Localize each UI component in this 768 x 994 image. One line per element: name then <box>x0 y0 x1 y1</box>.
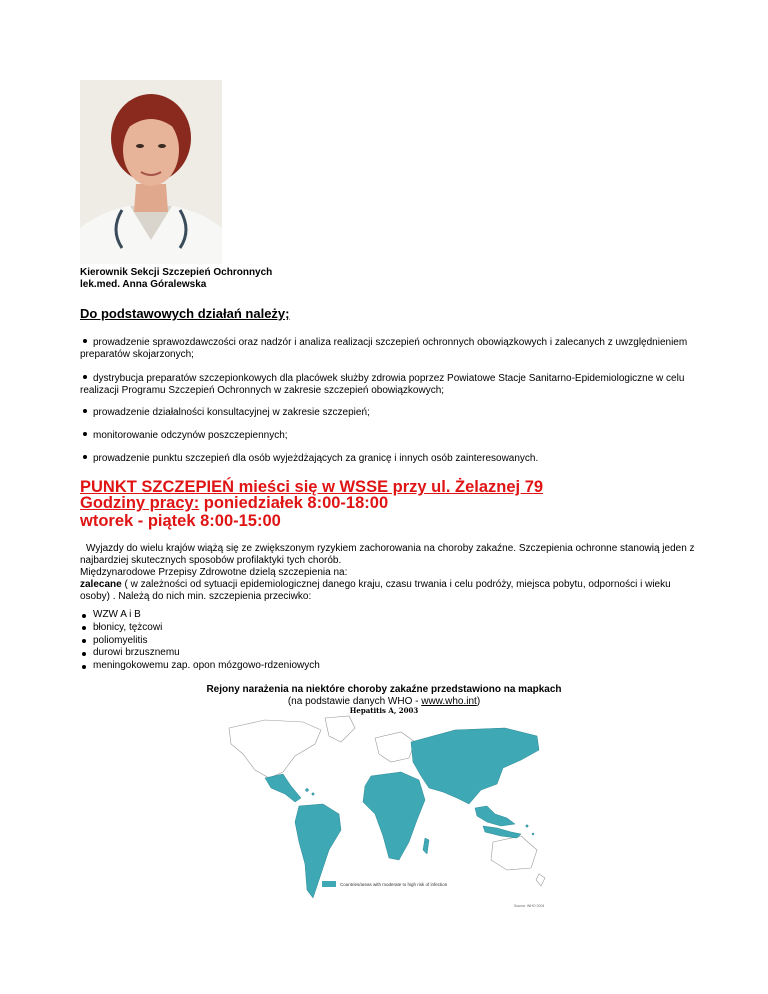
new-zealand-region <box>536 874 545 886</box>
bullet-icon <box>83 409 87 413</box>
intro-recommended: zalecane ( w zależności od sytuacji epidemiologicznej danego kraju, czasu trwania i celu podróży, miejsca pobytu, odporności i wieku osoby) . Należą do nich min. szczepienia przeciwko: <box>80 579 671 602</box>
asia-region <box>411 728 539 804</box>
point-address: PUNKT SZCZEPIEŃ mieści się w WSSE przy ul. Żelaznej 79 <box>80 478 544 496</box>
pacific-island <box>526 825 528 827</box>
caribbean-island <box>306 789 309 792</box>
legend-swatch <box>322 881 336 887</box>
list-item: meningokowemu zap. opon mózgowo-rdzeniowych <box>80 660 320 673</box>
map-source-line: (na podstawie danych WHO - www.who.int) <box>287 696 481 707</box>
africa-region <box>363 772 425 860</box>
who-link[interactable]: www.who.int <box>421 696 477 707</box>
bullet-icon <box>83 339 87 343</box>
intro-rules: Międzynarodowe Przepisy Zdrowotne dzielą szczepienia na: <box>80 567 348 578</box>
recommended-label: zalecane <box>80 579 122 590</box>
pacific-island <box>532 833 534 835</box>
portrait-photo <box>80 80 222 264</box>
map-section-title: Rejony narażenia na niektóre choroby zakaźne przedstawiono na mapkach <box>206 684 562 695</box>
caribbean-island <box>312 793 314 795</box>
southeast-asia-region <box>475 806 515 826</box>
list-item: WZW A i B <box>80 609 320 622</box>
duties-heading: Do podstawowych działań należy; <box>80 306 290 321</box>
vaccine-list <box>80 609 320 673</box>
bullet-icon <box>83 455 87 459</box>
australia-region <box>491 836 537 870</box>
point-hours <box>80 494 388 513</box>
duty-item: prowadzenie punktu szczepień dla osób wyjeżdżających za granicę i innych osób zainteresowanych. <box>80 453 700 465</box>
list-item: durowi brzusznemu <box>80 647 320 660</box>
bullet-icon <box>83 432 87 436</box>
caption-name: lek.med. Anna Góralewska <box>80 279 207 290</box>
map-legend <box>322 881 447 887</box>
point-hours-weekdays: wtorek - piątek 8:00-15:00 <box>80 512 281 530</box>
caption-title: Kierownik Sekcji Szczepień Ochronnych <box>80 267 273 278</box>
duty-item: prowadzenie sprawozdawczości oraz nadzór i analiza realizacji szczepień ochronnych obowiązkowych i zalecanych z uwzględnieniem preparatów skojarzonych; <box>80 337 688 360</box>
intro-paragraph: Wyjazdy do wielu krajów wiążą się ze zwiększonym ryzykiem zachorowania na choroby zakaźne. Szczepienia ochronne stanowią jeden z najbardziej skutecznych sposobów profilaktyki tych chorób. <box>80 543 695 566</box>
duty-item: prowadzenie działalności konsultacyjnej w zakresie szczepień; <box>80 407 700 419</box>
map-heading: Hepatitis A, 2003 <box>349 706 419 715</box>
hours-monday: poniedziałek 8:00-18:00 <box>199 494 389 512</box>
portrait-caption <box>80 267 272 291</box>
indonesia-region <box>483 826 521 838</box>
legend-label: Countries/areas with moderate to high risk of infection <box>340 881 448 887</box>
hours-label: Godziny pracy: <box>80 494 200 512</box>
list-item: błonicy, tężcowi <box>80 622 320 635</box>
greenland-region <box>325 716 355 742</box>
duty-item: dystrybucja preparatów szczepionkowych dla placówek służby zdrowia poprzez Powiatowe Stacje Sanitarno-Epidemiologiczne w celu realizacji Programu Szczepień Ochronnych w zakresie szczepień obowiązkowych; <box>80 373 685 396</box>
map-source: Source: WHO 2004 <box>514 904 545 908</box>
list-item: poliomyelitis <box>80 635 320 648</box>
europe-region <box>375 732 415 762</box>
central-america-region <box>265 774 301 802</box>
bullet-icon <box>83 375 87 379</box>
north-america-region <box>229 720 321 778</box>
duty-item: monitorowanie odczynów poszczepiennych; <box>80 430 700 442</box>
madagascar-region <box>423 838 429 854</box>
